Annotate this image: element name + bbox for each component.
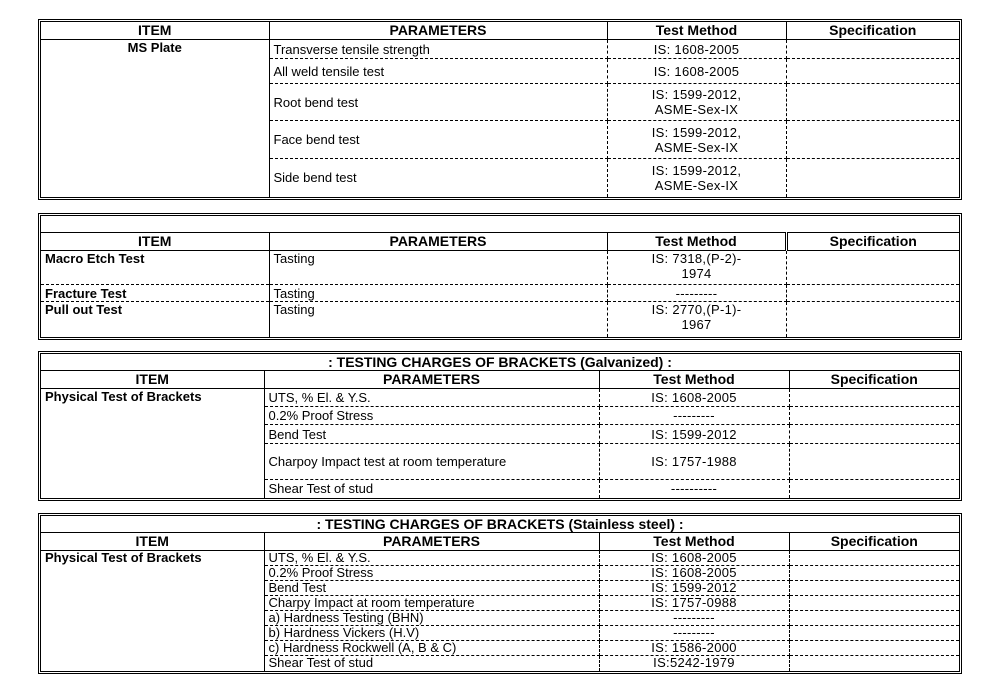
specification-cell <box>789 551 959 566</box>
specification-cell <box>786 40 959 59</box>
parameter-cell: Shear Test of stud <box>264 656 599 671</box>
header-parameters: PARAMETERS <box>269 22 607 40</box>
test-method-cell: IS: 1608-2005 <box>607 40 786 59</box>
specification-cell <box>789 641 959 656</box>
parameter-cell: 0.2% Proof Stress <box>264 407 599 425</box>
test-method-cell: --------- <box>599 626 789 641</box>
header-specification: Specification <box>789 371 959 389</box>
specification-cell <box>789 581 959 596</box>
header-specification: Specification <box>789 533 959 551</box>
parameter-cell: Root bend test <box>269 84 607 121</box>
test-method-line-2: 1967 <box>681 317 712 332</box>
header-test-method: Test Method <box>607 22 786 40</box>
specification-cell <box>786 59 959 84</box>
parameter-cell: Tasting <box>269 251 607 285</box>
test-method-line-1: IS: 7318,(P-2)- <box>651 251 742 266</box>
parameter-cell: Bend Test <box>264 581 599 596</box>
parameter-cell: c) Hardness Rockwell (A, B & C) <box>264 641 599 656</box>
header-test-method: Test Method <box>599 371 789 389</box>
table-title: : TESTING CHARGES OF BRACKETS (Stainless steel) : <box>41 516 959 533</box>
parameter-cell: Shear Test of stud <box>264 480 599 498</box>
table-title <box>41 216 959 233</box>
test-method-cell: IS:5242-1979 <box>599 656 789 671</box>
test-method-cell: IS: 1608-2005 <box>599 389 789 407</box>
header-test-method: Test Method <box>607 233 786 251</box>
specification-cell <box>786 251 959 285</box>
parameter-cell: Tasting <box>269 302 607 337</box>
test-method-line-1: IS: 1599-2012, <box>651 124 742 140</box>
specification-cell <box>786 285 959 302</box>
specification-cell <box>789 566 959 581</box>
test-method-line-2: ASME-Sex-IX <box>654 139 739 155</box>
test-method-line-2: 1974 <box>681 266 712 281</box>
table-header-row <box>41 233 959 251</box>
test-method-line-2: ASME-Sex-IX <box>654 102 739 117</box>
header-item: ITEM <box>41 533 264 551</box>
stainless-steel-brackets-table <box>38 513 962 674</box>
item-cell: Macro Etch Test <box>41 251 269 285</box>
test-method-cell: IS: 1599-2012 <box>599 425 789 444</box>
parameter-cell: a) Hardness Testing (BHN) <box>264 611 599 626</box>
specification-cell <box>789 389 959 407</box>
test-method-cell: IS: 1757-1988 <box>599 444 789 480</box>
table-row <box>41 40 959 59</box>
header-parameters: PARAMETERS <box>264 371 599 389</box>
parameter-cell: Bend Test <box>264 425 599 444</box>
item-cell: Physical Test of Brackets <box>41 389 264 498</box>
test-method-cell: --------- <box>599 407 789 425</box>
ms-plate-table <box>38 19 962 200</box>
specification-cell <box>789 407 959 425</box>
specification-cell <box>786 159 959 197</box>
parameter-cell: All weld tensile test <box>269 59 607 84</box>
specification-cell <box>789 425 959 444</box>
header-test-method: Test Method <box>599 533 789 551</box>
test-method-cell: IS: 1608-2005 <box>607 59 786 84</box>
test-method-cell: --------- <box>599 611 789 626</box>
table-title-row <box>41 354 959 371</box>
header-item: ITEM <box>41 371 264 389</box>
test-method-cell <box>607 84 786 121</box>
specification-cell <box>789 611 959 626</box>
specification-cell <box>786 302 959 337</box>
specification-cell <box>789 444 959 480</box>
specification-cell <box>786 121 959 159</box>
etch-fracture-pullout-table <box>38 213 962 340</box>
table-header-row <box>41 533 959 551</box>
test-method-cell: ---------- <box>599 480 789 498</box>
test-method-line-1: IS: 1599-2012, <box>651 87 742 102</box>
table-row <box>41 285 959 302</box>
item-cell: MS Plate <box>41 40 269 197</box>
test-method-cell <box>607 159 786 197</box>
table-header-row <box>41 22 959 40</box>
parameter-cell: UTS, % El. & Y.S. <box>264 551 599 566</box>
header-parameters: PARAMETERS <box>264 533 599 551</box>
header-parameters: PARAMETERS <box>269 233 607 251</box>
table-row <box>41 389 959 407</box>
specification-cell <box>789 626 959 641</box>
test-method-cell <box>607 251 786 285</box>
parameter-cell: Transverse tensile strength <box>269 40 607 59</box>
table-row <box>41 551 959 566</box>
test-method-line-1: IS: 1599-2012, <box>651 162 742 178</box>
table-row <box>41 302 959 337</box>
item-cell: Physical Test of Brackets <box>41 551 264 671</box>
test-method-cell: IS: 1586-2000 <box>599 641 789 656</box>
test-method-cell: IS: 1599-2012 <box>599 581 789 596</box>
header-specification: Specification <box>786 22 959 40</box>
test-method-cell: IS: 1608-2005 <box>599 566 789 581</box>
test-method-line-2: ASME-Sex-IX <box>654 177 739 193</box>
test-method-cell: IS: 1608-2005 <box>599 551 789 566</box>
test-method-cell: IS: 1757-0988 <box>599 596 789 611</box>
parameter-cell: Face bend test <box>269 121 607 159</box>
specification-cell <box>789 480 959 498</box>
parameter-cell: Charpoy Impact test at room temperature <box>264 444 599 480</box>
table-title-row <box>41 516 959 533</box>
test-method-line-1: IS: 2770,(P-1)- <box>651 302 742 317</box>
parameter-cell: 0.2% Proof Stress <box>264 566 599 581</box>
test-method-cell: --------- <box>607 285 786 302</box>
specification-cell <box>786 84 959 121</box>
test-method-cell <box>607 302 786 337</box>
header-specification: Specification <box>786 233 959 251</box>
parameter-cell: Charpy Impact at room temperature <box>264 596 599 611</box>
parameter-cell: Side bend test <box>269 159 607 197</box>
galvanized-brackets-table <box>38 351 962 501</box>
test-method-cell <box>607 121 786 159</box>
table-header-row <box>41 371 959 389</box>
table-title: : TESTING CHARGES OF BRACKETS (Galvanized) : <box>41 354 959 371</box>
item-cell: Pull out Test <box>41 302 269 337</box>
header-item: ITEM <box>41 233 269 251</box>
table-row <box>41 251 959 285</box>
parameter-cell: UTS, % El. & Y.S. <box>264 389 599 407</box>
parameter-cell: b) Hardness Vickers (H.V) <box>264 626 599 641</box>
header-item: ITEM <box>41 22 269 40</box>
parameter-cell: Tasting <box>269 285 607 302</box>
item-cell: Fracture Test <box>41 285 269 302</box>
specification-cell <box>789 596 959 611</box>
specification-cell <box>789 656 959 671</box>
table-title-row <box>41 216 959 233</box>
